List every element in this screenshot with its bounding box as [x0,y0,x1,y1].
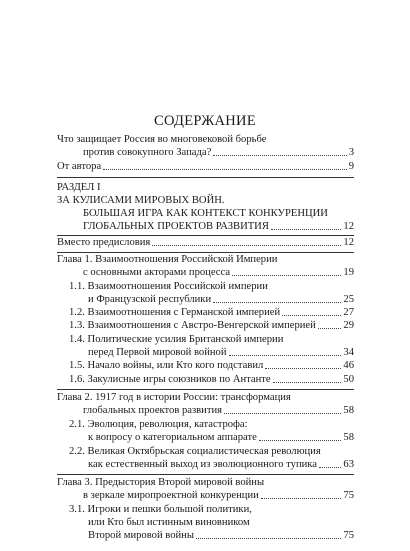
toc-entry-title: ГЛОБАЛЬНЫХ ПРОЕКТОВ РАЗВИТИЯ [83,221,269,232]
toc-entry-title: как естественный выход из эволюционного тупика [88,459,317,470]
toc-entry-title: глобальных проектов развития [83,405,222,416]
toc-page-number: 75 [343,530,354,541]
toc-page-number: 34 [343,347,354,358]
dot-leader [196,537,341,539]
section-label: РАЗДЕЛ I [57,182,101,193]
dot-leader [318,327,342,329]
toc-entry-title: против совокупного Запада? [83,147,212,158]
toc-entry [69,359,354,372]
toc-entry-line: 1.4. Политические усилия Британской империи [69,334,284,345]
toc-entry-title: Второй мировой войны [88,530,194,541]
toc-page-number: 12 [343,237,354,248]
toc-page-number: 25 [343,294,354,305]
toc-page-number: 12 [343,221,354,232]
toc-page-number: 58 [343,405,354,416]
toc-page-number: 29 [343,320,354,331]
toc-entry-title: перед Первой мировой войной [88,347,227,358]
dot-leader [213,301,341,303]
toc-entry-line: 1.1. Взаимоотношения Российской империи [69,281,268,292]
toc-entry-line: Глава 2. 1917 год в истории России: трансформация [57,392,291,403]
toc-entry-line: Глава 3. Предыстория Второй мировой войны [57,477,265,488]
toc-page-number: 46 [343,360,354,371]
toc-entry-title: и Французской республики [88,294,212,305]
toc-entry-title: 1.6. Закулисные игры союзников по Антанте [69,374,271,385]
toc-entry [88,458,354,471]
separator-rule [57,389,354,390]
toc-entry [83,220,354,233]
toc-entry-line: ЗА КУЛИСАМИ МИРОВЫХ ВОЙН. [57,195,225,206]
dot-leader [261,497,342,499]
dot-leader [213,154,346,156]
separator-rule [57,177,354,178]
dot-leader [282,314,341,316]
toc-page-number: 63 [343,459,354,470]
toc-entry-title: с основными акторами процесса [83,267,231,278]
toc-page-number: 3 [348,147,354,158]
toc-page-number: 9 [348,161,354,172]
dot-leader [103,168,347,170]
dot-leader [273,381,342,383]
toc-entry-title: к вопросу о категориальном аппарате [88,432,257,443]
dot-leader [152,244,341,246]
dot-leader [259,439,342,441]
toc-entry-line: Что защищает Россия во многовековой борьбе [57,134,267,145]
toc-entry-title: в зеркале миропроектной конкуренции [83,490,259,501]
toc-entry-title: 1.3. Взаимоотношения с Австро-Венгерской империей [69,320,316,331]
page-title: СОДЕРЖАНИЕ [154,113,256,129]
toc-entry [69,306,354,319]
separator-rule [57,474,354,475]
toc-entry-line: 3.1. Игроки и пешки большой политики, [69,504,252,515]
toc-entry [57,236,354,249]
toc-entry [57,160,354,173]
toc-page-number: 50 [343,374,354,385]
toc-entry [69,319,354,332]
dot-leader [229,354,342,356]
toc-page-number: 27 [343,307,354,318]
toc-entry [83,404,354,417]
toc-entry-line: 2.2. Великая Октябрьская социалистическая революция [69,446,321,457]
dot-leader [224,412,341,414]
toc-entry [83,266,354,279]
toc-entry-title: 1.2. Взаимоотношения с Германской империей [69,307,281,318]
toc-entry [83,146,354,159]
toc-entry-line: 2.1. Эволюция, революция, катастрофа: [69,419,248,430]
toc-entry [83,489,354,502]
toc-entry-title: 1.5. Начало войны, или Кто кого подставил [69,360,264,371]
toc-entry-line: Глава 1. Взаимоотношения Российской Империи [57,254,278,265]
dot-leader [271,228,342,230]
toc-entry-title: Вместо предисловия [57,237,151,248]
toc-page-number: 75 [343,490,354,501]
toc-entry [88,529,354,542]
toc-page-number: 19 [343,267,354,278]
toc-entry-line: или Кто был истинным виновником [88,517,250,528]
toc-entry-line: БОЛЬШАЯ ИГРА КАК КОНТЕКСТ КОНКУРЕНЦИИ [83,208,328,219]
toc-page-number: 58 [343,432,354,443]
dot-leader [319,466,341,468]
toc-entry [88,431,354,444]
dot-leader [232,274,341,276]
toc-entry [88,293,354,306]
toc-entry [88,346,354,359]
toc-entry-title: От автора [57,161,102,172]
dot-leader [265,367,341,369]
toc-entry [69,373,354,386]
